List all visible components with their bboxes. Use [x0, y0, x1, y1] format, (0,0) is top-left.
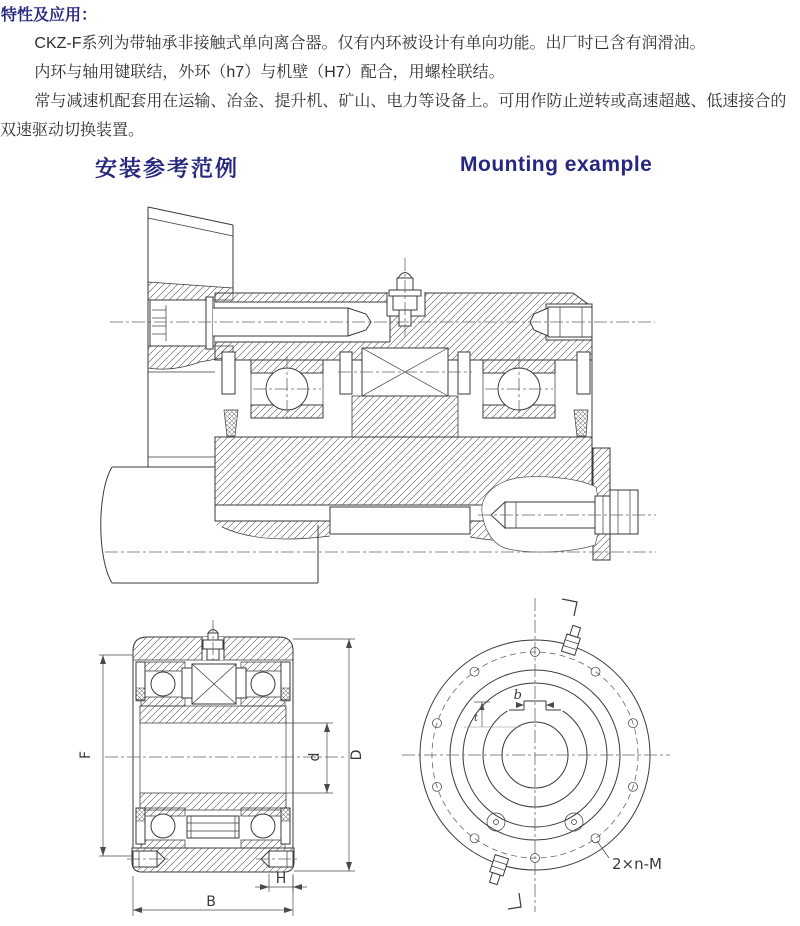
bearing-top-left — [141, 662, 185, 706]
keyway-width-label: b — [513, 688, 522, 703]
retainer-left — [340, 352, 352, 394]
intro-title: 特性及应用： — [1, 7, 98, 24]
keyway-depth-label: t — [473, 713, 478, 724]
sprag-element — [352, 348, 458, 437]
intro-paragraph-1: CKZ-F系列为带轴承非接触式单向离合器。仅有内环被设计有单向功能。出厂时已含有润滑油。 — [34, 35, 706, 52]
sprag-element-small — [182, 664, 246, 704]
bearing-bottom-right — [241, 808, 285, 848]
dimension-F — [78, 655, 133, 856]
intro-paragraph-3: 常与减速机配套用在运输、冶金、提升机、矿山、电力等设备上。可用作防止逆转或高速超越、低速接合的双速驱动切换装置。 — [0, 93, 787, 139]
front-view-drawing — [395, 588, 785, 923]
bolt-pattern-callout — [597, 841, 662, 873]
seal-right — [574, 352, 590, 436]
mounting-example-drawing — [90, 195, 670, 595]
bolt-pattern-label: 2×n-M — [612, 855, 662, 873]
dim-label-F: F — [78, 750, 94, 760]
dim-label-d: d — [307, 752, 323, 762]
dimension-D — [293, 639, 365, 871]
bearing-bottom-left — [141, 808, 185, 848]
bearing-top-right — [241, 662, 285, 706]
dimension-H — [255, 871, 307, 892]
heading-installation-example-zh: 安装参考范例 — [95, 156, 240, 181]
dimension-section-view — [60, 598, 400, 926]
key — [330, 507, 470, 534]
seal-left — [222, 352, 238, 436]
intro-paragraph-2: 内环与轴用键联结，外环（h7）与机壁（H7）配合，用螺栓联结。 — [34, 64, 505, 81]
dim-label-D: D — [349, 749, 365, 761]
dim-label-B: B — [206, 894, 216, 910]
dim-label-H: H — [275, 871, 287, 887]
key-section — [187, 816, 239, 838]
rim-grease-fitting-top — [561, 624, 583, 655]
retainer-right — [458, 352, 470, 394]
heading-mounting-example-en: Mounting example — [460, 153, 653, 176]
intro-section — [0, 0, 800, 145]
rim-grease-fitting-bottom — [487, 855, 509, 886]
